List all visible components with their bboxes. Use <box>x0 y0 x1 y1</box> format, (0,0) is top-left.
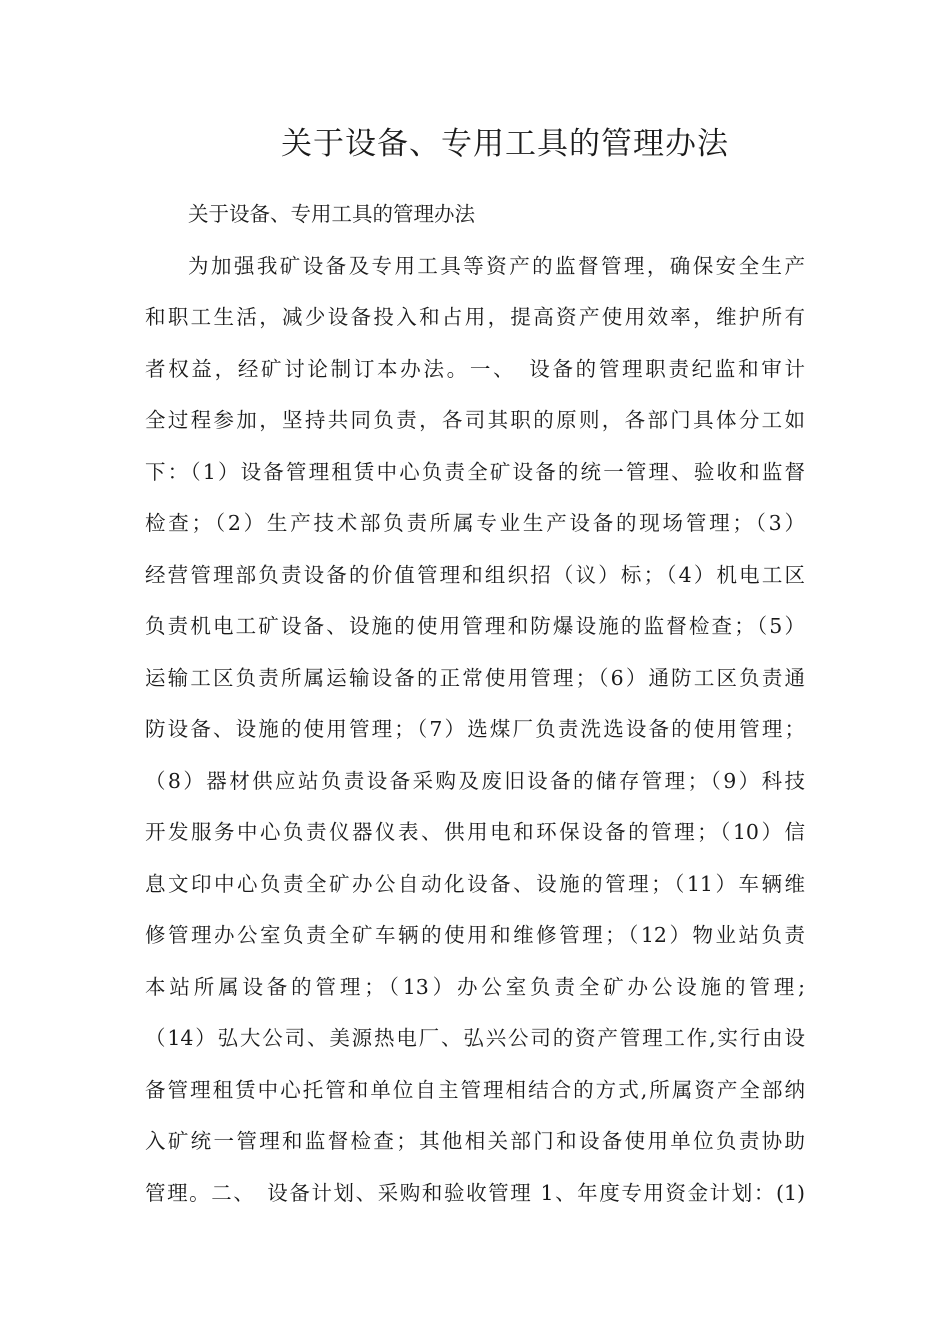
body-line: 息文印中心负责全矿办公自动化设备、设施的管理；（11）车辆维 <box>145 872 805 896</box>
body-line: 备管理租赁中心托管和单位自主管理相结合的方式,所属资产全部纳 <box>145 1078 805 1102</box>
document-subtitle: 关于设备、专用工具的管理办法 <box>188 202 475 226</box>
body-line: 入矿统一管理和监督检查；其他相关部门和设备使用单位负责协助 <box>145 1129 805 1153</box>
body-line: 管理。二、 设备计划、采购和验收管理 1、年度专用资金计划：(1) <box>145 1181 805 1205</box>
body-line: 全过程参加，坚持共同负责，各司其职的原则，各部门具体分工如 <box>145 408 805 432</box>
body-line: 防设备、设施的使用管理；（7）选煤厂负责洗选设备的使用管理； <box>145 717 805 741</box>
body-line: 开发服务中心负责仪器仪表、供用电和环保设备的管理；（10）信 <box>145 820 805 844</box>
body-line: （14）弘大公司、美源热电厂、弘兴公司的资产管理工作,实行由设 <box>145 1026 805 1050</box>
body-line: 负责机电工矿设备、设施的使用管理和防爆设施的监督检查；（5） <box>145 614 805 638</box>
body-line: 为加强我矿设备及专用工具等资产的监督管理，确保安全生产 <box>188 254 805 278</box>
body-line: 本站所属设备的管理；（13）办公室负责全矿办公设施的管理; <box>145 975 805 999</box>
body-line: 运输工区负责所属运输设备的正常使用管理；（6）通防工区负责通 <box>145 666 805 690</box>
body-line: 检查；（2）生产技术部负责所属专业生产设备的现场管理；（3） <box>145 511 805 535</box>
body-line: 修管理办公室负责全矿车辆的使用和维修管理；（12）物业站负责 <box>145 923 805 947</box>
body-line: 下：（1）设备管理租赁中心负责全矿设备的统一管理、验收和监督 <box>145 460 805 484</box>
body-line: 者权益，经矿讨论制订本办法。一、 设备的管理职责纪监和审计 <box>145 357 805 381</box>
body-line: 和职工生活，减少设备投入和占用，提高资产使用效率，维护所有 <box>145 305 805 329</box>
document-title: 关于设备、专用工具的管理办法 <box>281 126 729 162</box>
body-line: （8）器材供应站负责设备采购及废旧设备的储存管理；（9）科技 <box>145 769 805 793</box>
body-line: 经营管理部负责设备的价值管理和组织招（议）标；（4）机电工区 <box>145 563 805 587</box>
